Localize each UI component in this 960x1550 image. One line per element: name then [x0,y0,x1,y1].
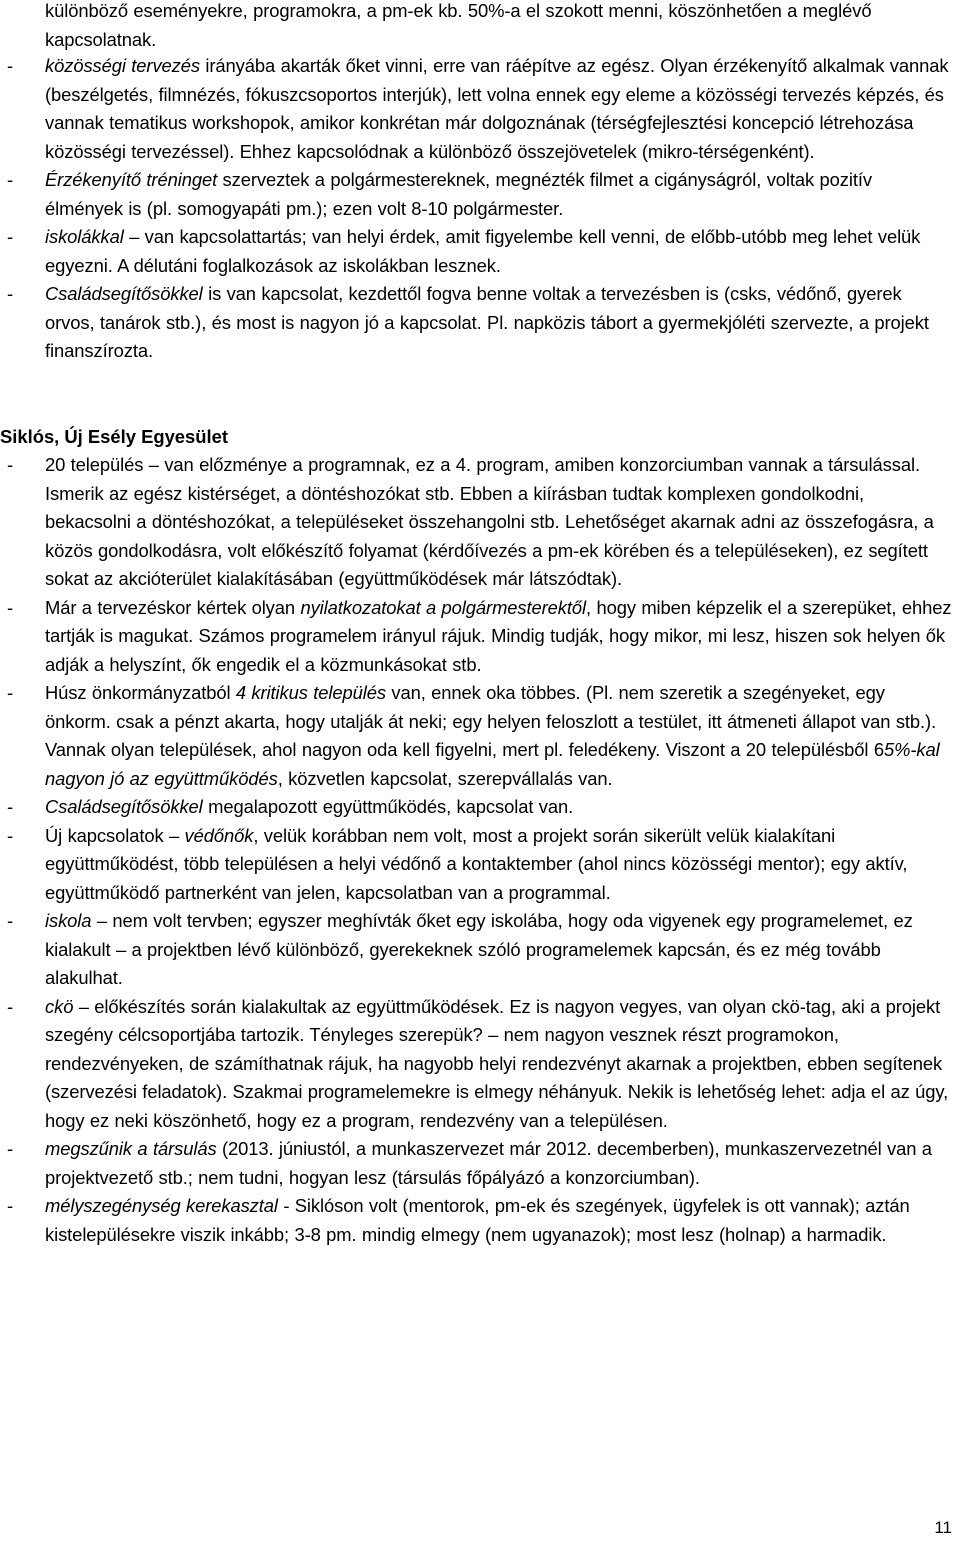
list-item [0,679,955,793]
list-item-text: Új kapcsolatok – [45,824,185,846]
list-dash: - [7,55,14,76]
list-item-text: is van kapcsolat, kezdettől fogva benne voltak a tervezésben is (csks, védőnő, gyerek orvos, tanárok stb.), és most is nagyon jó a kapcsolat. Pl. napközis tábort a gyermekjóléti szervezte, a projekt finanszírozta. [45,283,929,361]
list-item-text: – van kapcsolattartás; van helyi érdek, amit figyelembe kell venni, de előbb-utóbb meg lehet velük egyezni. A délutáni foglalkozások az iskolákban lesznek. [45,226,921,276]
emphasis: nyilatkozatokat a polgármesterektől [300,596,587,618]
list-item-text: van, ennek oka többes. (Pl. nem szeretik a szegényeket, egy önkorm. csak a pénzt akarta, hogy utalják át neki; egy helyen feloszlott a testület, itt átmeneti állapot van stb.). Vannak olyan települések, ahol nagyon oda kell figyelni, mert pl. feledékeny. Viszont a 20 településből 6 [45,682,937,760]
list-dash: - [7,454,14,475]
list-item-text: , velük korábban nem volt, most a projekt során sikerült velük kialakítani együttműködést, több településen a helyi védőnő a kontaktember (ahol nincs közösségi mentor); egy aktív, együttműködő partnerként van jelen, kapcsolatban van a programmal. [45,824,908,903]
emphasis: 5%-kal nagyon jó az együttműködés [45,739,940,789]
list-dash: - [7,596,14,618]
list-item [0,166,955,223]
paragraph-continued: különböző eseményekre, programokra, a pm-ek kb. 50%-a el szokott menni, köszönhetően a meglévő kapcsolatnak. [45,0,872,50]
list-dash: - [7,910,14,931]
list-dash: - [7,1195,14,1216]
emphasis: iskolákkal [45,226,124,247]
emphasis: Érzékenyítő tréninget [45,169,218,190]
emphasis: védőnők [184,824,254,846]
list-dash: - [7,796,14,817]
list-item [0,907,955,993]
bullet-list-section-2 [0,451,955,1249]
list-item-text: , közvetlen kapcsolat, szerepvállalás van. [277,767,613,789]
emphasis: Családsegítősökkel [45,283,203,304]
list-dash: - [7,824,14,846]
list-item [0,451,955,594]
list-item-text: szerveztek a polgármestereknek, megnézték filmet a cigányságról, voltak pozitív élmények is (pl. somogyapáti pm.); ezen volt 8-10 polgármester. [45,169,872,219]
list-item-text: (2013. júniustól, a munkaszervezet már 2012. decemberben), munkaszervezetnél van a projektvezető stb.; nem tudni, hogyan lesz (társulás főpályázó a konzorciumban). [45,1138,932,1188]
list-item [0,1192,955,1249]
list-dash: - [7,682,14,703]
emphasis: 4 kritikus település [235,682,386,703]
list-item [0,1135,955,1192]
section-heading: Siklós, Új Esély Egyesület [0,426,228,447]
list-item-text: 20 település – van előzménye a programnak, ez a 4. program, amiben konzorciumban vannak a társulással. Ismerik az egész kistérséget, a döntéshozókat stb. Ebben a kiírásban tudtak komplexen gondolkodni, bekacsolni a döntéshozókat, a településeket összehangolni stb. Lehetőséget akarnak adni az összefogásra, a közös gondolkodásra, volt előkészítő folyamat (kérdőívezés a pm-ek körében és a településeken), ez segített sokat az akcióterület kialakításában (együttműködések már látszódtak). [45,454,934,589]
list-item [0,822,955,908]
list-dash: - [7,283,14,304]
list-item [0,223,955,280]
list-item-text: Húsz önkormányzatból [45,682,236,703]
emphasis: megszűnik a társulás [45,1138,217,1159]
list-dash: - [7,995,14,1017]
emphasis: ckö [45,995,74,1017]
list-item [0,280,955,366]
page-number: 11 [934,1518,952,1537]
list-item [0,993,955,1136]
emphasis: mélyszegénység kerekasztal [45,1195,278,1216]
list-item-text: irányába akarták őket vinni, erre van ráépítve az egész. Olyan érzékenyítő alkalmak vannak (beszélgetés, filmnézés, fókuszcsoportos interjúk), lett volna ennek egy eleme a közösségi tervezés képzés, és vannak tematikus workshopok, amikor konkrétan már dolgoznának (térségfejlesztési koncepció létrehozása közösségi tervezéssel). Ehhez kapcsolódnak a különböző összejövetelek (mikro-térségenként). [45,55,949,162]
list-item-text: – előkészítés során kialakultak az együttműködések. Ez is nagyon vegyes, van olyan ckö-tag, aki a projekt szegény célcsoportjába tartozik. Tényleges szerepük? – nem nagyon vesznek részt programokon, rendezvényeken, de számíthatnak rájuk, ha nagyobb helyi rendezvényt akarnak a projektben, ebben segítenek (szervezési feladatok). Szakmai programelemekre is elmegy néhányuk. Nekik is lehetőség lehet: adja el az úgy, hogy ez neki köszönhető, hogy ez a program, rendezvény van a településen. [45,995,949,1131]
list-item [0,52,955,166]
emphasis: közösségi tervezés [45,55,200,76]
bullet-list-section-1 [0,52,955,366]
list-item [0,594,955,680]
list-item-text: , hogy miben képzelik el a szerepüket, ehhez tartják is magukat. Számos programelem irányul rájuk. Mindig tudják, hogy mikor, mi lesz, hiszen sok helyen ők adják a helyszínt, ők engedik el a közmunkásokat stb. [45,596,952,675]
list-item-text: Már a tervezéskor kértek olyan [45,596,301,618]
list-dash: - [7,1138,14,1159]
emphasis: iskola [45,910,92,931]
list-item [0,793,955,822]
emphasis: Családsegítősökkel [45,796,203,817]
list-dash: - [7,226,14,247]
list-item-text: megalapozott együttműködés, kapcsolat van. [202,796,574,817]
list-dash: - [7,169,14,190]
list-item-text: – nem volt tervben; egyszer meghívták őket egy iskolába, hogy oda vigyenek egy programelemet, ez kialakult – a projektben lévő különböző, gyerekeknek szóló programelemek kapcsán, és ez még tovább alakulhat. [45,910,913,988]
list-item-text: - Siklóson volt (mentorok, pm-ek és szegények, ügyfelek is ott vannak); aztán kistelepülésekre viszik inkább; 3-8 pm. mindig elmegy (nem ugyanazok); most lesz (holnap) a harmadik. [45,1195,910,1245]
